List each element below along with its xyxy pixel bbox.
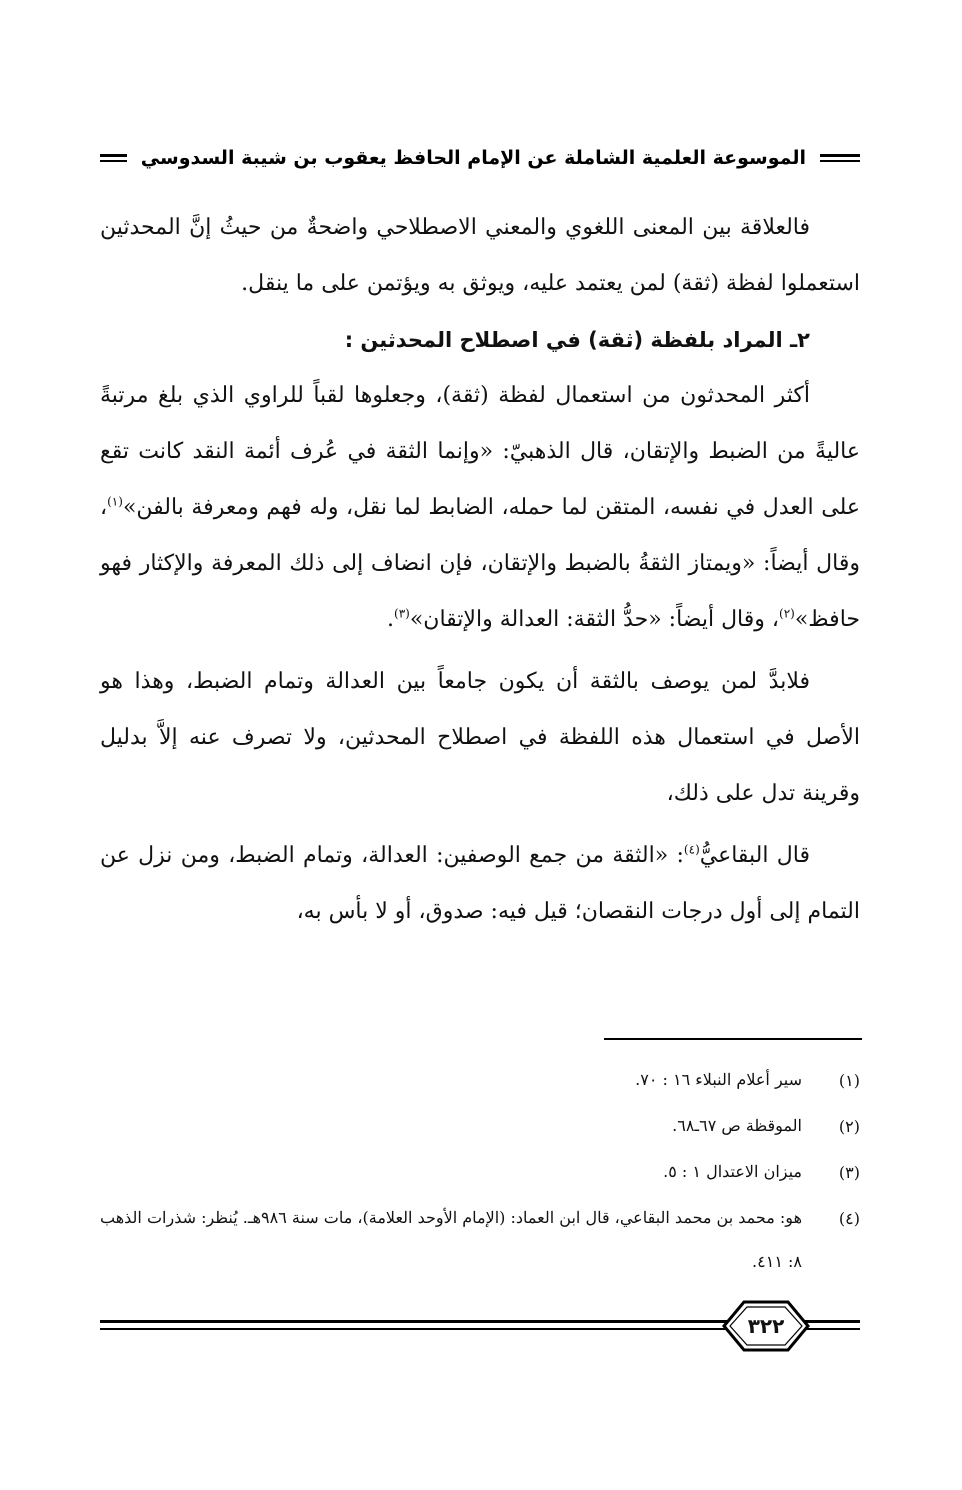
footnote-ref-3[interactable]: (٣) <box>394 606 410 621</box>
paragraph-1: فالعلاقة بين المعنى اللغوي والمعني الاصطلاحي واضحةٌ من حيثُ إنَّ المحدثين استعملوا لفظة (ثقة) لمن يعتمد عليه، ويوثق به ويؤتمن على ما ينقل. <box>100 215 860 296</box>
footnotes <box>100 1058 860 1284</box>
paragraph-4-part-b: : «الثقة من جمع الوصفين: العدالة، وتمام الضبط، ومن نزل عن التمام إلى أول درجات النقصان؛ قيل فيه: صدوق، أو لا بأس به، <box>100 843 860 924</box>
main-text <box>100 200 860 940</box>
footnote-text: هو: محمد بن محمد البقاعي، قال ابن العماد: (الإمام الأوحد العلامة)، مات سنة ٩٨٦هـ. يُنظر: شذرات الذهب ٨: ٤١١. <box>100 1208 802 1271</box>
footnote-number: (١) <box>838 1071 860 1090</box>
footnote-number: (٣) <box>838 1163 860 1182</box>
footnote-item <box>100 1150 860 1196</box>
footnote-number: (٤) <box>838 1209 860 1228</box>
footnote-text: ميزان الاعتدال ١ : ٥. <box>663 1162 802 1181</box>
paragraph-4-part-a: قال البقاعيُّ <box>699 843 811 868</box>
paragraph-2-part-b: ، وقال أيضاً: «ويمتاز الثقةُ بالضبط والإتقان، فإن انضاف إلى ذلك المعرفة والإكثار فهو حافظ» <box>100 495 860 632</box>
footnote-item <box>100 1196 860 1284</box>
page-number-badge <box>720 1298 812 1354</box>
paragraph-2-part-a: أكثر المحدثون من استعمال لفظة (ثقة)، وجعلوها لقباً للراوي الذي بلغ مرتبةً عاليةً من الضبط والإتقان، قال الذهبيّ: «وإنما الثقة في عُرف أئمة النقد كانت تقع على العدل في نفسه، المتقن لما حمله، الضابط لما نقل، وله فهم ومعرفة بالفن» <box>100 383 860 520</box>
paragraph-2 <box>100 368 860 648</box>
footnote-item <box>100 1104 860 1150</box>
page-number: ٣٢٢ <box>747 1314 785 1338</box>
footnote-number: (٢) <box>838 1117 860 1136</box>
paragraph-2-part-c: ، وقال أيضاً: «حدُّ الثقة: العدالة والإتقان» <box>409 607 779 632</box>
running-header <box>100 140 860 176</box>
footnote-text: سير أعلام النبلاء ١٦ : ٧٠. <box>635 1070 802 1089</box>
header-rule-short <box>820 152 860 164</box>
section-heading: ٢ـ المراد بلفظة (ثقة) في اصطلاح المحدثين : <box>344 328 810 352</box>
footnote-separator <box>604 1038 862 1040</box>
paragraph-2-part-d: . <box>387 607 395 632</box>
paragraph-3: فلابدَّ لمن يوصف بالثقة أن يكون جامعاً بين العدالة وتمام الضبط، وهذا هو الأصل في استعمال هذه اللفظة في اصطلاح المحدثين، ولا تصرف عنه إلاَّ بدليل وقرينة تدل على ذلك، <box>100 669 860 806</box>
paragraph-4 <box>100 828 860 940</box>
footnote-ref-2[interactable]: (٢) <box>779 606 795 621</box>
footnote-text: الموقظة ص ٦٧ـ٦٨. <box>672 1116 802 1135</box>
footnote-item <box>100 1058 860 1104</box>
footnote-ref-1[interactable]: (١) <box>107 494 123 509</box>
header-title: الموسوعة العلمية الشاملة عن الإمام الحافظ يعقوب بن شيبة السدوسي <box>140 147 806 169</box>
header-rule-long <box>100 152 127 164</box>
footnote-ref-4[interactable]: (٤) <box>683 842 700 857</box>
